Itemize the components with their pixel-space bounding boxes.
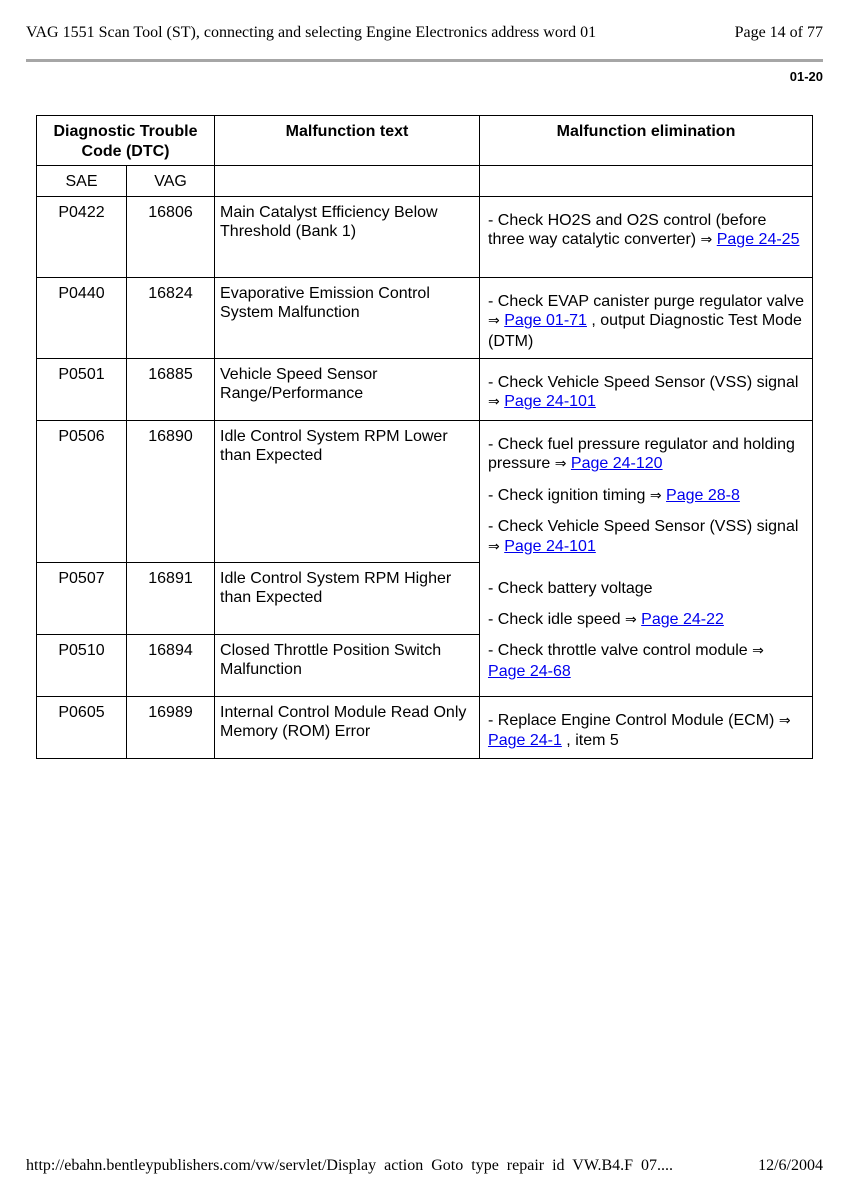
vag-code: 16824: [127, 277, 215, 358]
vag-code: 16894: [127, 634, 215, 696]
footer-url: http://ebahn.bentleypublishers.com/vw/servlet/Display action Goto type repair id VW.B4.F 07....: [26, 1157, 674, 1174]
subheader-empty: [480, 166, 813, 197]
table-row: [37, 358, 813, 420]
table-row: [37, 196, 813, 277]
subheader-vag: VAG: [127, 166, 215, 197]
page-link[interactable]: Page 24-68: [488, 662, 571, 680]
table-row: [37, 696, 813, 758]
document-title: VAG 1551 Scan Tool (ST), connecting and selecting Engine Electronics address word 01: [26, 24, 597, 41]
malfunction-elimination: [480, 196, 813, 277]
arrow-right-icon: ⇒: [488, 538, 500, 555]
page-link[interactable]: Page 24-25: [716, 231, 800, 248]
fix-step: - Check idle speed ⇒ Page 24-22: [488, 610, 724, 628]
vag-code: 16891: [127, 562, 215, 634]
vag-code: 16806: [127, 196, 215, 277]
footer-date: 12/6/2004: [758, 1157, 823, 1174]
malfunction-text: Idle Control System RPM Higher than Expected: [215, 562, 480, 634]
sae-code: P0510: [37, 634, 127, 696]
page-link[interactable]: Page 24-22: [641, 610, 724, 628]
sae-code: P0501: [37, 358, 127, 420]
dtc-table: [36, 115, 813, 759]
sae-code: P0422: [37, 196, 127, 277]
header-malfunction-text: Malfunction text: [215, 116, 480, 166]
page-link[interactable]: Page 24-101: [504, 393, 596, 410]
malfunction-text: Evaporative Emission Control System Malfunction: [215, 277, 480, 358]
fix-step: - Check EVAP canister purge regulator valve ⇒ Page 01-71 , output Diagnostic Test Mode (DTM): [488, 292, 805, 350]
table-row: [37, 420, 813, 562]
subheader-sae: SAE: [37, 166, 127, 197]
malfunction-text: Main Catalyst Efficiency Below Threshold (Bank 1): [215, 196, 480, 277]
arrow-right-icon: ⇒: [488, 394, 500, 410]
vag-code: 16890: [127, 420, 215, 562]
fix-step: - Check HO2S and O2S control (before three way catalytic converter) ⇒ Page 24-25: [488, 211, 800, 248]
sae-code: P0440: [37, 277, 127, 358]
malfunction-elimination: [480, 358, 813, 420]
page-link[interactable]: Page 01-71: [504, 312, 587, 329]
malfunction-text: Vehicle Speed Sensor Range/Performance: [215, 358, 480, 420]
malfunction-elimination: [480, 277, 813, 358]
malfunction-text: Internal Control Module Read Only Memory (ROM) Error: [215, 696, 480, 758]
fix-step: - Check Vehicle Speed Sensor (VSS) signal ⇒ Page 24-101: [488, 373, 799, 410]
arrow-right-icon: ⇒: [488, 313, 500, 329]
table-row: [37, 277, 813, 358]
arrow-right-icon: ⇒: [700, 232, 713, 248]
fix-step: - Check ignition timing ⇒ Page 28-8: [488, 486, 740, 504]
fix-step: - Check fuel pressure regulator and holding pressure ⇒ Page 24-120: [488, 435, 795, 472]
page-link[interactable]: Page 24-101: [504, 537, 596, 555]
header-divider: [26, 59, 823, 62]
fix-step: - Check Vehicle Speed Sensor (VSS) signal ⇒ Page 24-101: [488, 518, 799, 555]
arrow-right-icon: ⇒: [554, 456, 567, 472]
fix-step: - Replace Engine Control Module (ECM) ⇒ Page 24-1 , item 5: [488, 711, 791, 749]
arrow-right-icon: ⇒: [752, 643, 764, 659]
malfunction-elimination: [480, 420, 813, 696]
header-malfunction-elimination: Malfunction elimination: [480, 116, 813, 166]
vag-code: 16989: [127, 696, 215, 758]
fix-step: - Check throttle valve control module ⇒ Page 24-68: [488, 642, 764, 680]
fix-step: - Check battery voltage: [488, 580, 653, 597]
sae-code: P0507: [37, 562, 127, 634]
arrow-right-icon: ⇒: [649, 487, 662, 504]
sae-code: P0506: [37, 420, 127, 562]
malfunction-text: Idle Control System RPM Lower than Expected: [215, 420, 480, 562]
malfunction-elimination: [480, 696, 813, 758]
page-link[interactable]: Page 24-1: [488, 732, 562, 749]
sae-code: P0605: [37, 696, 127, 758]
vag-code: 16885: [127, 358, 215, 420]
subheader-empty: [215, 166, 480, 197]
malfunction-text: Closed Throttle Position Switch Malfunction: [215, 634, 480, 696]
section-code: 01-20: [789, 69, 823, 84]
page-number: Page 14 of 77: [734, 24, 823, 41]
header-dtc: Diagnostic Trouble Code (DTC): [37, 116, 215, 166]
arrow-right-icon: ⇒: [624, 611, 637, 628]
page-link[interactable]: Page 28-8: [666, 486, 740, 504]
page-link[interactable]: Page 24-120: [570, 455, 663, 472]
arrow-right-icon: ⇒: [778, 712, 791, 729]
